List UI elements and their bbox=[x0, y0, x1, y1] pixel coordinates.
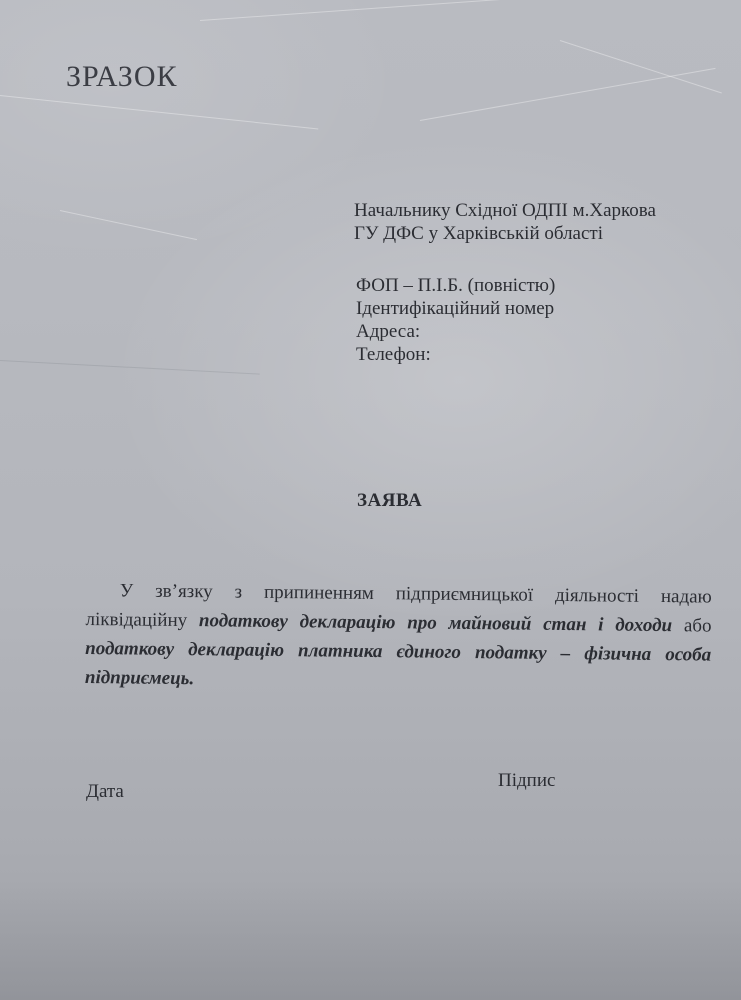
sender-address: Адреса: bbox=[356, 321, 421, 342]
body-text-part: або bbox=[672, 615, 712, 637]
sleeve-crease bbox=[0, 360, 260, 375]
sleeve-crease bbox=[0, 95, 318, 129]
addressee-line: ГУ ДФС у Харківській області bbox=[354, 223, 604, 244]
sender-block bbox=[356, 274, 555, 366]
document-title: ЗАЯВА bbox=[357, 490, 423, 511]
sleeve-crease bbox=[560, 40, 722, 93]
date-label: Дата bbox=[86, 781, 124, 802]
body-emphasis: податкову декларацію про майновий стан і доходи bbox=[198, 610, 673, 637]
sample-stamp: ЗРАЗОК bbox=[66, 60, 178, 93]
addressee-line: Начальнику Східної ОДПІ м.Харкова bbox=[354, 200, 656, 221]
sleeve-crease bbox=[200, 0, 619, 21]
application-body bbox=[85, 576, 712, 699]
body-text-part: У зв’язку з припиненням підприємницької діяльності надаю ліквідаційну bbox=[85, 580, 712, 632]
addressee-block bbox=[354, 199, 656, 245]
body-emphasis: податкову декларацію платника єдиного податку – фізична особа підприємець. bbox=[84, 637, 712, 690]
sender-phone: Телефон: bbox=[356, 344, 431, 365]
page-shadow bbox=[0, 880, 741, 1000]
sender-id-number: Ідентифікаційний номер bbox=[356, 298, 555, 319]
sender-name: ФОП – П.І.Б. (повністю) bbox=[356, 275, 556, 296]
sleeve-crease bbox=[60, 210, 197, 240]
signature-label: Підпис bbox=[498, 770, 556, 791]
